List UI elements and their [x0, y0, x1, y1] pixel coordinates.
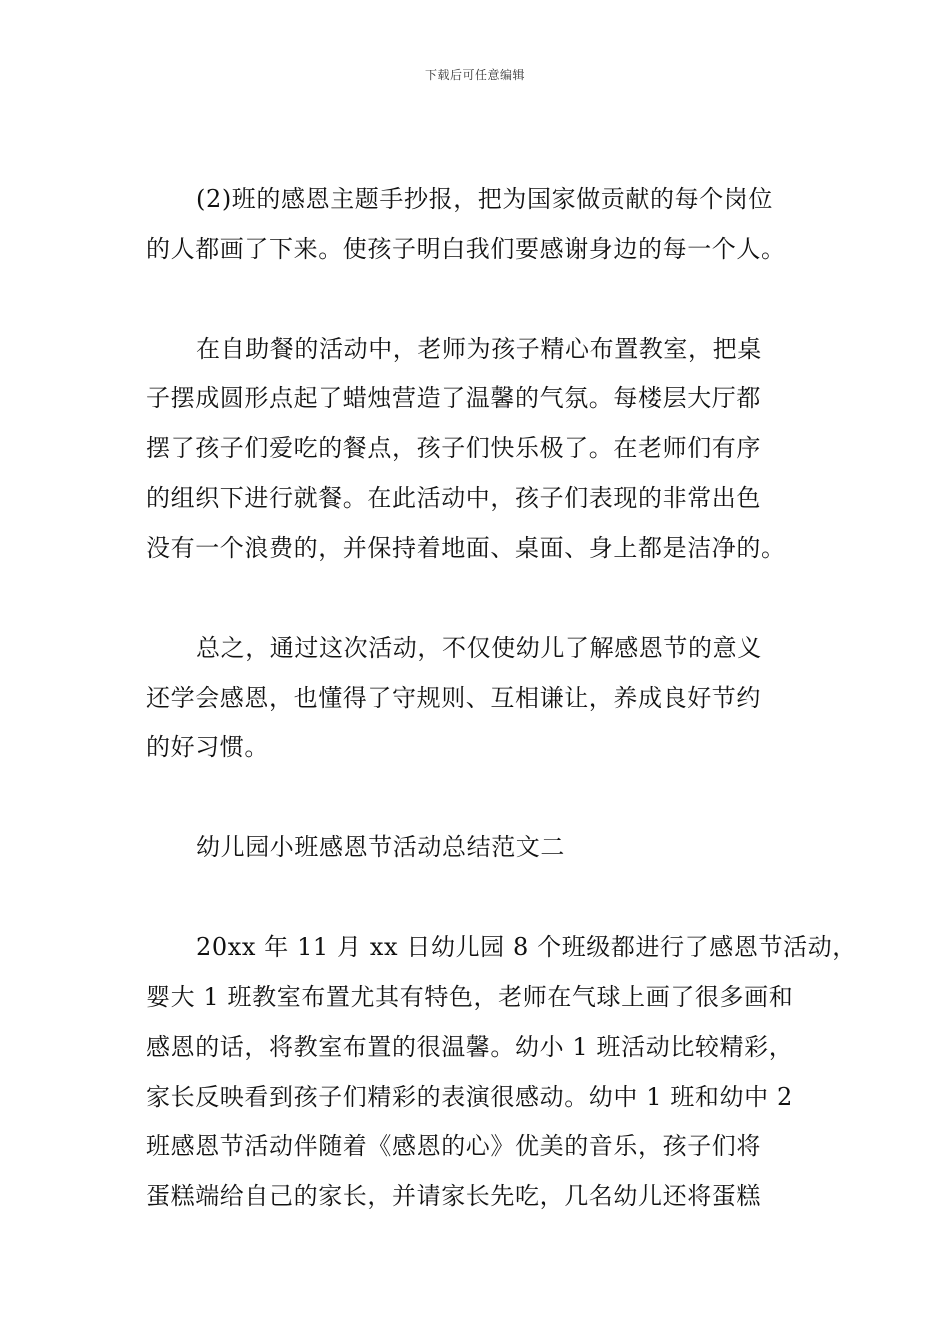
paragraph-2-line-1: 在自助餐的活动中，老师为孩子精心布置教室，把桌 — [196, 335, 762, 363]
paragraph-5-line-6: 蛋糕端给自己的家长，并请家长先吃，几名幼儿还将蛋糕 — [146, 1182, 761, 1210]
paragraph-2-line-2: 子摆成圆形点起了蜡烛营造了温馨的气氛。每楼层大厅都 — [146, 384, 761, 412]
paragraph-2-line-5: 没有一个浪费的，并保持着地面、桌面、身上都是洁净的。 — [146, 534, 786, 562]
paragraph-2-line-3: 摆了孩子们爱吃的餐点，孩子们快乐极了。在老师们有序 — [146, 434, 761, 462]
paragraph-5-line-4: 家长反映看到孩子们精彩的表演很感动。幼中 1 班和幼中 2 — [146, 1083, 793, 1111]
page-header: 下载后可任意编辑 — [424, 68, 525, 82]
paragraph-5-line-5: 班感恩节活动伴随着《感恩的心》优美的音乐，孩子们将 — [146, 1132, 761, 1160]
paragraph-5-line-1: 20xx 年 11 月 xx 日幼儿园 8 个班级都进行了感恩节活动， — [196, 933, 857, 961]
paragraph-3-line-1: 总之，通过这次活动，不仅使幼儿了解感恩节的意义 — [196, 634, 762, 662]
section-heading: 幼儿园小班感恩节活动总结范文二 — [196, 833, 565, 861]
paragraph-5-line-3: 感恩的话，将教室布置的很温馨。幼小 1 班活动比较精彩， — [146, 1033, 794, 1061]
paragraph-5-line-2: 婴大 1 班教室布置尤其有特色，老师在气球上画了很多画和 — [146, 983, 794, 1011]
paragraph-1-line-1: (2)班的感恩主题手抄报，把为国家做贡献的每个岗位 — [196, 185, 773, 213]
paragraph-1-line-2: 的人都画了下来。使孩子明白我们要感谢身边的每一个人。 — [146, 235, 786, 263]
paragraph-3-line-2: 还学会感恩，也懂得了守规则、互相谦让，养成良好节约 — [146, 684, 761, 712]
paragraph-2-line-4: 的组织下进行就餐。在此活动中，孩子们表现的非常出色 — [146, 484, 761, 512]
paragraph-3-line-3: 的好习惯。 — [146, 733, 269, 761]
